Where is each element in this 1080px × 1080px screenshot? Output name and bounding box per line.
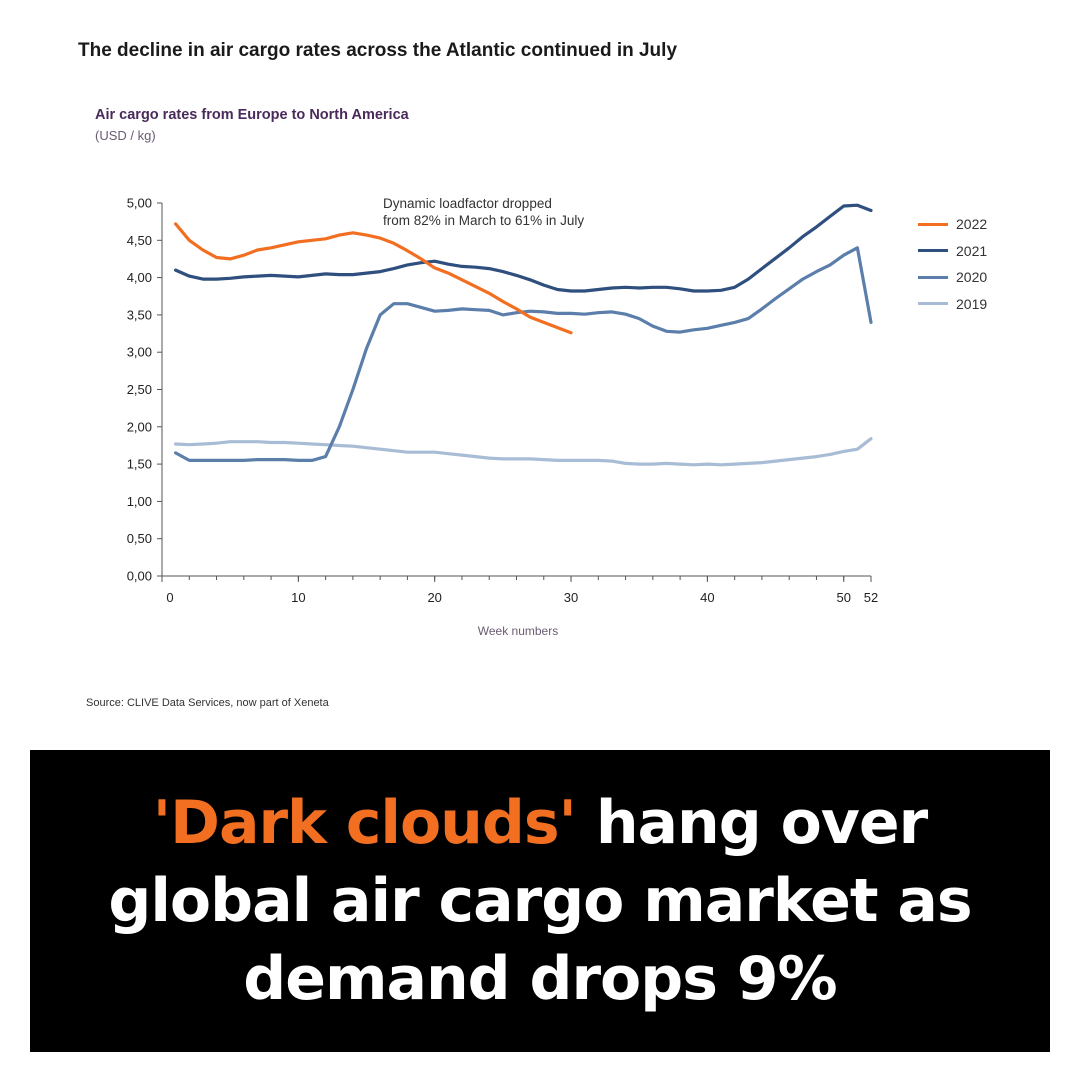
legend-swatch-2022 — [918, 223, 948, 226]
banner-line-1-rest: hang over — [575, 788, 928, 858]
x-tick-label: 30 — [563, 590, 579, 605]
annotation-line-2: from 82% in March to 61% in July — [383, 213, 585, 228]
legend-item-2020 — [918, 264, 987, 291]
source-note: Source: CLIVE Data Services, now part of Xeneta — [86, 697, 329, 709]
banner-line-2: global air cargo market as — [108, 866, 972, 936]
x-tick-label: 20 — [427, 590, 442, 605]
y-tick-label: 5,00 — [126, 195, 152, 211]
banner-headline — [108, 784, 971, 1018]
y-tick-label: 1,50 — [126, 456, 152, 472]
y-tick-label: 4,00 — [126, 270, 152, 286]
y-tick-label: 0,00 — [126, 568, 152, 584]
legend-item-2022 — [918, 211, 987, 238]
legend-swatch-2020 — [918, 276, 948, 279]
legend-label-2022: 2022 — [956, 216, 988, 233]
banner-line-3: demand drops 9% — [243, 944, 837, 1014]
legend-item-2021 — [918, 238, 987, 265]
y-tick-label: 2,00 — [126, 419, 152, 435]
y-tick-label: 2,50 — [126, 382, 152, 397]
legend-item-2019 — [918, 291, 987, 318]
y-tick-label: 1,00 — [126, 493, 152, 509]
y-tick-label: 0,50 — [126, 531, 152, 547]
chart-legend — [918, 211, 987, 317]
legend-label-2019: 2019 — [956, 295, 988, 312]
legend-label-2021: 2021 — [956, 242, 988, 259]
headline-banner — [30, 750, 1050, 1052]
x-tick-label: 40 — [700, 590, 715, 605]
y-tick-label: 3,50 — [126, 307, 152, 323]
page-headline: The decline in air cargo rates across the Atlantic continued in July — [78, 40, 678, 61]
x-axis-label: Week numbers — [477, 624, 559, 638]
legend-swatch-2021 — [918, 249, 948, 252]
annotation-line-1: Dynamic loadfactor dropped — [383, 196, 552, 211]
chart-unit-label: (USD / kg) — [95, 128, 156, 143]
series-line-2020 — [176, 248, 871, 461]
x-tick-label: 52 — [863, 590, 879, 605]
y-tick-label: 3,00 — [126, 344, 152, 360]
x-tick-label: 10 — [291, 590, 306, 605]
x-tick-label: 50 — [836, 590, 851, 605]
chart-series-layer — [176, 205, 871, 465]
chart-annotation — [383, 195, 584, 229]
banner-line-1 — [108, 784, 971, 862]
legend-label-2020: 2020 — [956, 269, 988, 286]
y-tick-label: 4,50 — [126, 232, 152, 248]
x-tick-label: 0 — [166, 590, 174, 605]
legend-swatch-2019 — [918, 302, 948, 305]
banner-highlight: 'Dark clouds' — [152, 788, 576, 858]
chart-title: Air cargo rates from Europe to North America — [95, 107, 409, 123]
